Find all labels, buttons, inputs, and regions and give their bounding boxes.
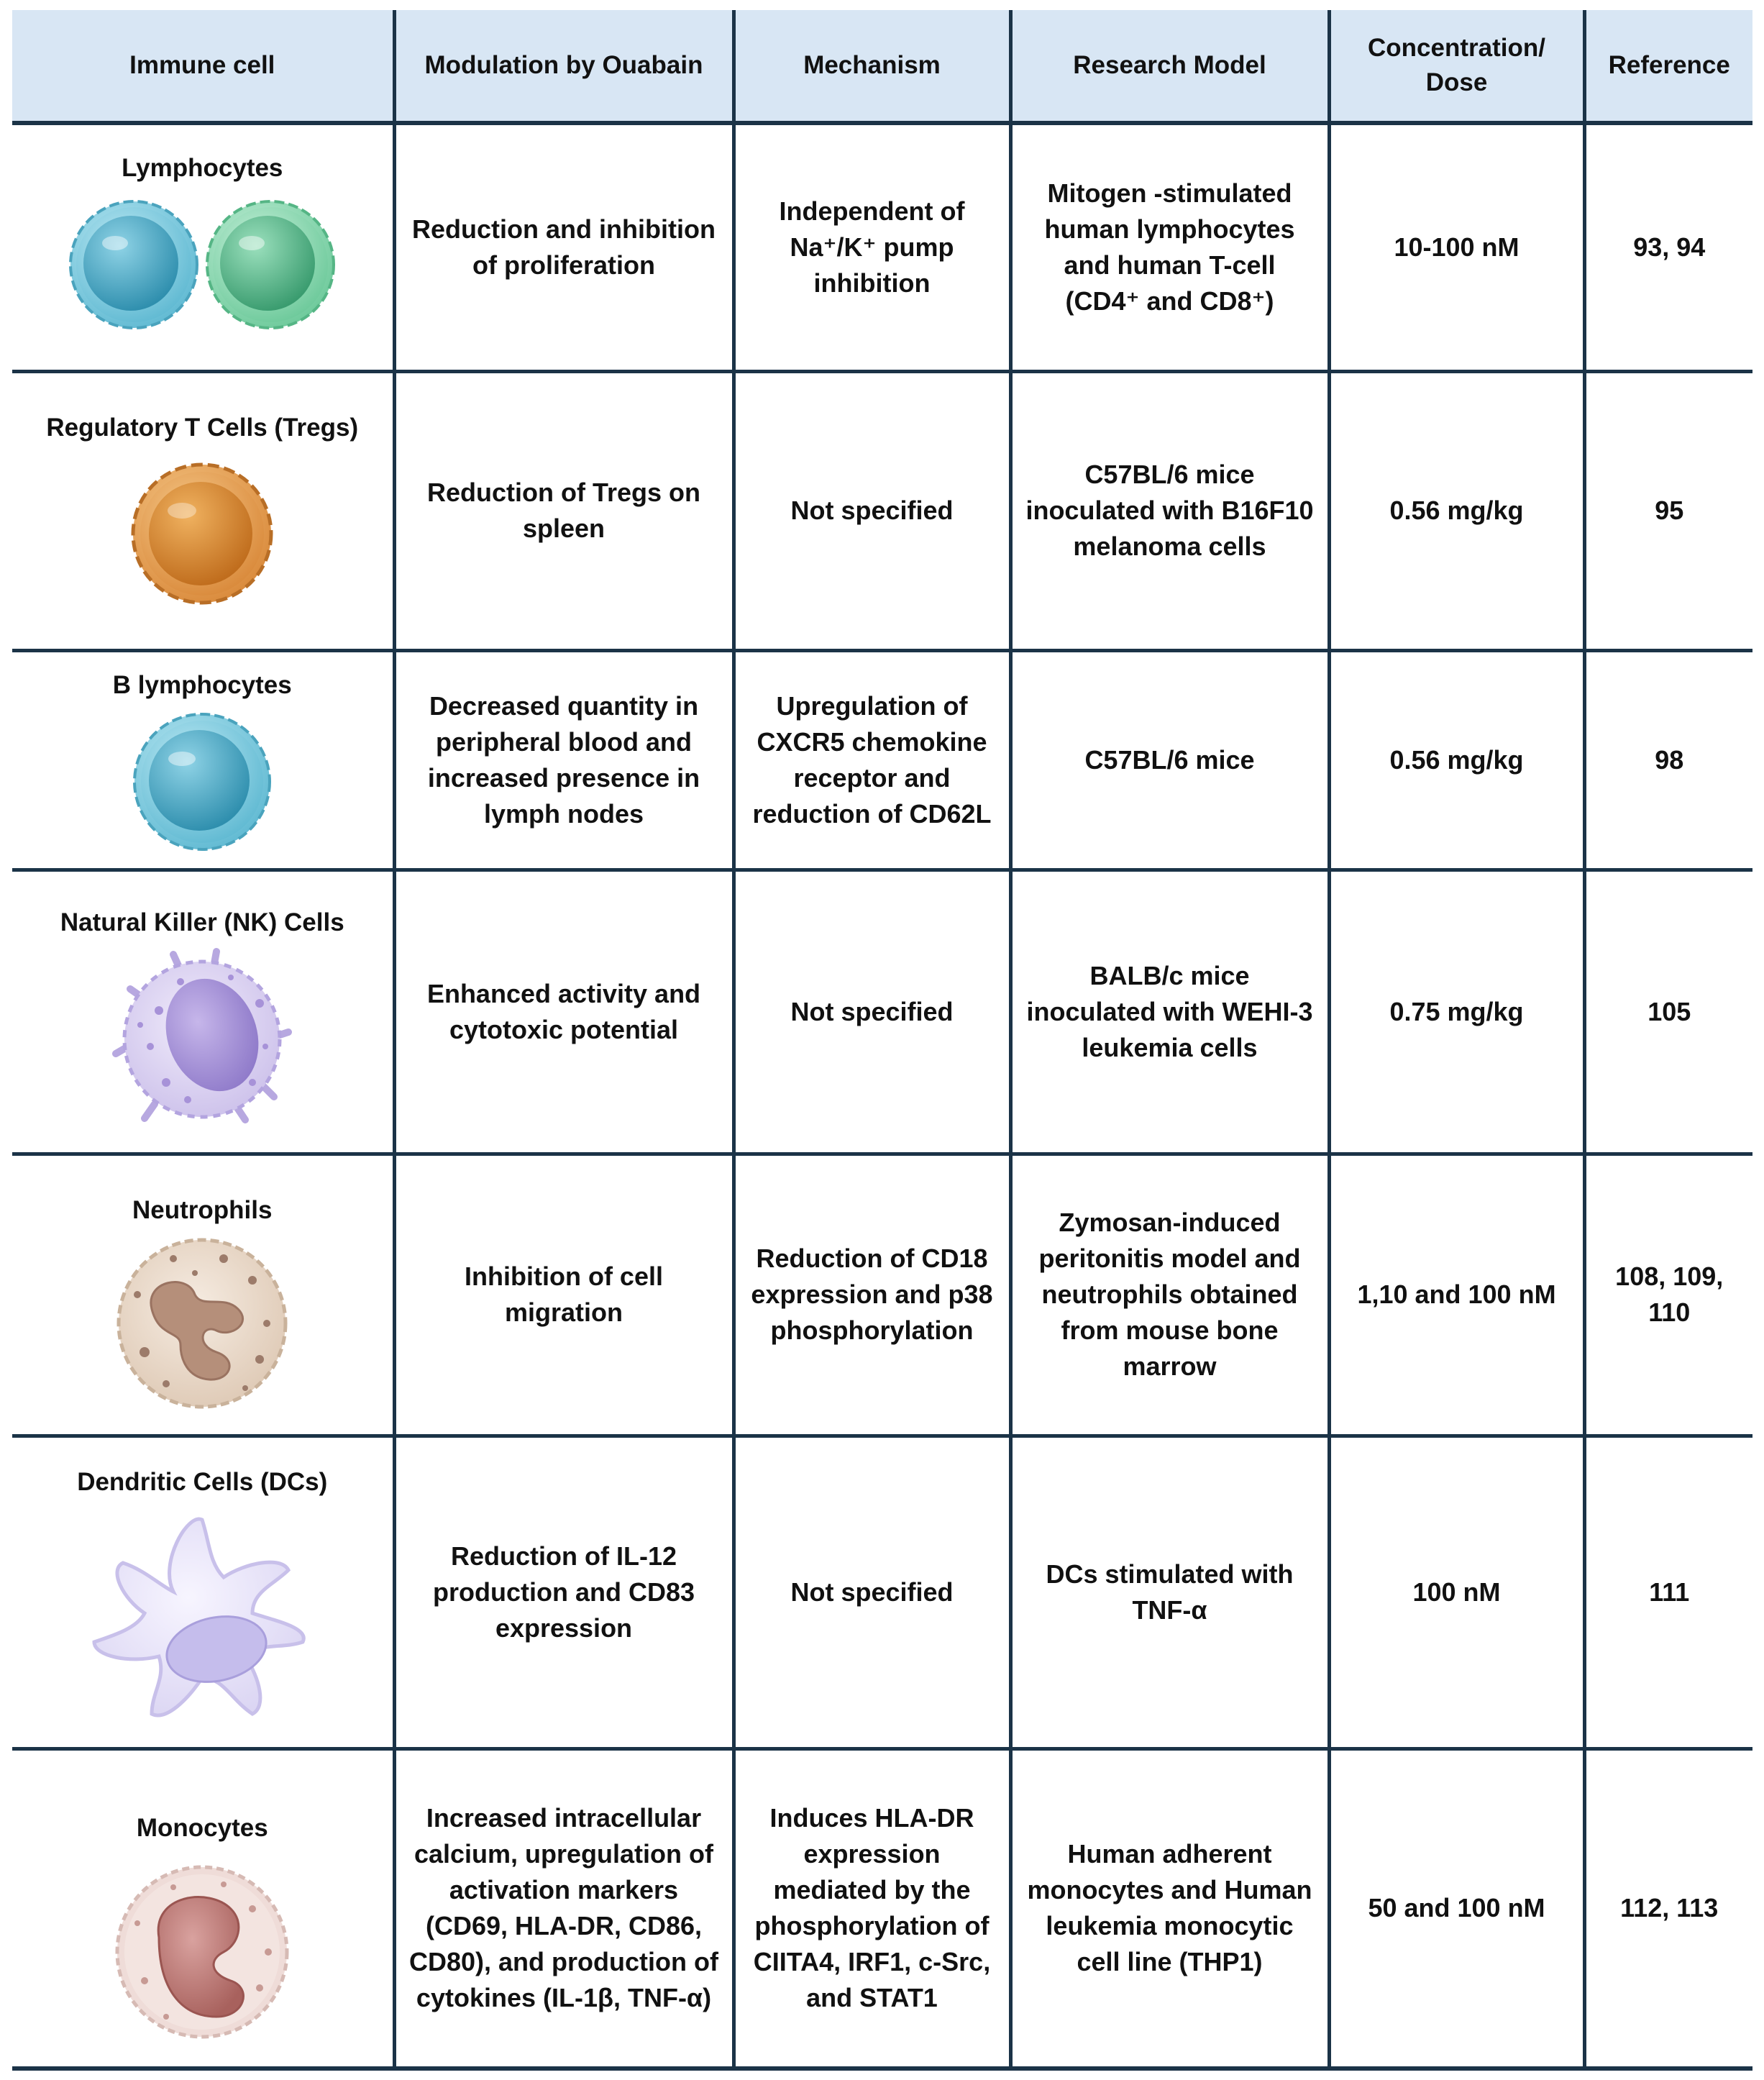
neutrophil-icon — [109, 1226, 296, 1413]
mechanism-cell: Upregulation of CXCR5 chemokine receptor and reduction of CD62L — [734, 650, 1010, 870]
research-model-cell: Human adherent monocytes and Human leukemia monocytic cell line (THP1) — [1010, 1748, 1329, 2068]
reference-cell: 95 — [1584, 371, 1752, 650]
dose-cell: 10-100 nM — [1329, 123, 1584, 371]
dose-cell: 100 nM — [1329, 1436, 1584, 1748]
immune-cell-cell — [12, 371, 394, 650]
research-model-cell: C57BL/6 mice — [1010, 650, 1329, 870]
reference-cell: 98 — [1584, 650, 1752, 870]
research-model-cell: Zymosan-induced peritonitis model and neutrophils obtained from mouse bone marrow — [1010, 1154, 1329, 1436]
immune-cell-cell — [12, 1748, 394, 2068]
research-model-cell: C57BL/6 mice inoculated with B16F10 melanoma cells — [1010, 371, 1329, 650]
header-row — [12, 10, 1752, 123]
mechanism-cell: Independent of Na⁺/K⁺ pump inhibition — [734, 123, 1010, 371]
header-modulation: Modulation by Ouabain — [394, 10, 734, 123]
cell-name: Neutrophils — [132, 1196, 273, 1224]
table-row — [12, 1748, 1752, 2068]
mechanism-cell: Not specified — [734, 1436, 1010, 1748]
header-mechanism: Mechanism — [734, 10, 1010, 123]
research-model-cell: DCs stimulated with TNF-α — [1010, 1436, 1329, 1748]
table-row — [12, 1154, 1752, 1436]
header-dose: Concentration/ Dose — [1329, 10, 1584, 123]
table-row — [12, 123, 1752, 371]
table-row — [12, 870, 1752, 1154]
cell-name: Regulatory T Cells (Tregs) — [46, 414, 359, 442]
cell-name: Monocytes — [136, 1814, 268, 1843]
immune-cell-cell — [12, 1154, 394, 1436]
modulation-cell: Reduction and inhibition of proliferation — [394, 123, 734, 371]
modulation-cell: Increased intracellular calcium, upregulation of activation markers (CD69, HLA-DR, CD86, CD80), and production of cytokines (IL-1β, TNF-α) — [394, 1748, 734, 2068]
cell-name: Dendritic Cells (DCs) — [77, 1467, 328, 1496]
ouabain-immune-table — [12, 10, 1752, 2071]
modulation-cell: Decreased quantity in peripheral blood and increased presence in lymph nodes — [394, 650, 734, 870]
research-model-cell: BALB/c mice inoculated with WEHI-3 leukemia cells — [1010, 870, 1329, 1154]
table-row — [12, 371, 1752, 650]
nk-cell-icon — [98, 939, 306, 1133]
modulation-cell: Reduction of IL-12 production and CD83 expression — [394, 1436, 734, 1748]
dendritic-cell-icon — [83, 1498, 321, 1728]
mechanism-cell: Reduction of CD18 expression and p38 phosphorylation — [734, 1154, 1010, 1436]
header-research-model: Research Model — [1010, 10, 1329, 123]
mechanism-cell: Not specified — [734, 870, 1010, 1154]
reference-cell: 112, 113 — [1584, 1748, 1752, 2068]
mechanism-cell: Induces HLA-DR expression mediated by the phosphorylation of CIITA4, IRF1, c-Src, and STAT1 — [734, 1748, 1010, 2068]
reference-cell: 111 — [1584, 1436, 1752, 1748]
dose-cell: 0.56 mg/kg — [1329, 650, 1584, 870]
header-immune-cell: Immune cell — [12, 10, 394, 123]
immune-cell-cell — [12, 650, 394, 870]
reference-cell: 93, 94 — [1584, 123, 1752, 371]
dose-cell: 0.75 mg/kg — [1329, 870, 1584, 1154]
research-model-cell: Mitogen -stimulated human lymphocytes and human T-cell (CD4⁺ and CD8⁺) — [1010, 123, 1329, 371]
modulation-cell: Reduction of Tregs on spleen — [394, 371, 734, 650]
immune-cell-cell — [12, 870, 394, 1154]
lymphocyte-pair-icon — [51, 184, 353, 342]
dose-cell: 1,10 and 100 nM — [1329, 1154, 1584, 1436]
b-lymphocyte-icon — [123, 701, 281, 859]
table-row — [12, 650, 1752, 870]
dose-cell: 0.56 mg/kg — [1329, 371, 1584, 650]
reference-cell: 105 — [1584, 870, 1752, 1154]
cell-name: Natural Killer (NK) Cells — [60, 908, 344, 936]
reference-cell: 108, 109, 110 — [1584, 1154, 1752, 1436]
immune-cell-cell — [12, 1436, 394, 1748]
mechanism-cell: Not specified — [734, 371, 1010, 650]
modulation-cell: Inhibition of cell migration — [394, 1154, 734, 1436]
header-reference: Reference — [1584, 10, 1752, 123]
monocyte-icon — [109, 1844, 296, 2045]
dose-cell: 50 and 100 nM — [1329, 1748, 1584, 2068]
cell-name: Lymphocytes — [122, 153, 283, 182]
cell-name: B lymphocytes — [112, 670, 292, 699]
table-row — [12, 1436, 1752, 1748]
modulation-cell: Enhanced activity and cytotoxic potential — [394, 870, 734, 1154]
immune-cell-cell — [12, 123, 394, 371]
treg-cell-icon — [123, 444, 281, 609]
